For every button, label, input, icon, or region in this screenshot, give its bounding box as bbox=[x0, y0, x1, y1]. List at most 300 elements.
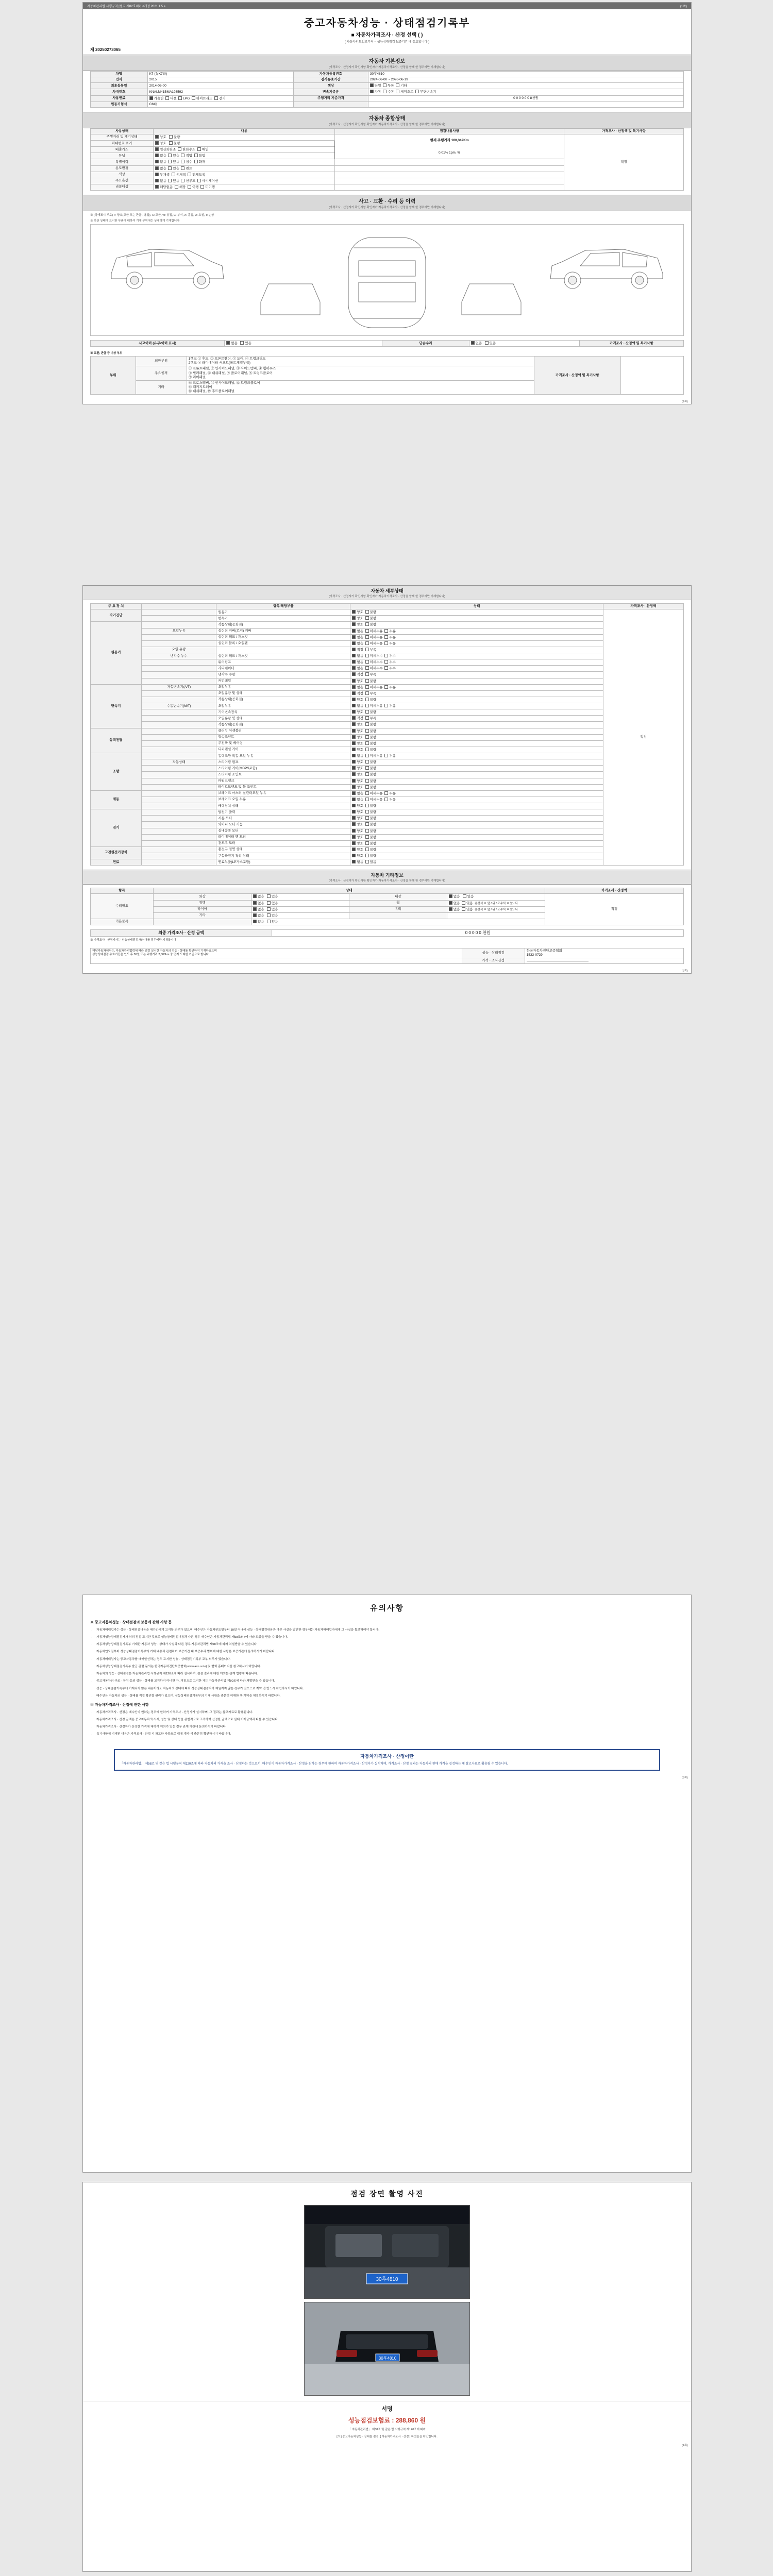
checkbox-overall-8-1[interactable] bbox=[175, 185, 178, 189]
checkbox-fuel-1[interactable] bbox=[165, 96, 169, 100]
table-row bbox=[91, 647, 684, 653]
checkbox-fuel-4[interactable] bbox=[214, 96, 218, 100]
checkbox-detail-1-7-1[interactable] bbox=[365, 666, 369, 670]
checkbox-detail-6-0-0[interactable] bbox=[352, 810, 356, 814]
detail-item-6-3: 실내송풍 모터 bbox=[216, 828, 350, 834]
checkbox-overall-5-2[interactable] bbox=[181, 166, 184, 170]
overall-opt-5-0: 없음 bbox=[160, 166, 166, 171]
stamp-blank-cell bbox=[91, 958, 462, 964]
detail-option-label-6-5-1: 불량 bbox=[369, 841, 377, 845]
overall-opt-6-2: 전체도색 bbox=[192, 173, 206, 177]
checkbox-detail-2-6-1[interactable] bbox=[365, 722, 369, 726]
checkbox-detail-5-0-0[interactable] bbox=[352, 791, 356, 795]
checkbox-detail-2-1-0[interactable] bbox=[352, 691, 356, 695]
checkbox-overall-7-1[interactable] bbox=[168, 179, 172, 182]
checkbox-detail-5-0-2[interactable] bbox=[384, 791, 388, 795]
accident-label-2: 가격조사 · 산정액 및 특기사항 bbox=[579, 341, 683, 347]
detail-option-label-3-0-1: 불량 bbox=[369, 729, 377, 733]
table-row bbox=[91, 659, 684, 666]
detail-option-label-4-1-0: 양호 bbox=[357, 760, 363, 765]
checkbox-detail-6-2-1[interactable] bbox=[365, 822, 369, 826]
detail-option-label-1-5-1: 미세누수 bbox=[369, 654, 383, 658]
checkbox-detail-1-4-1[interactable] bbox=[365, 648, 369, 651]
parts-line-2-1: ⑬ 패키지트레이 bbox=[188, 385, 212, 389]
detail-item-6-0: 발전기 출력 bbox=[216, 809, 350, 816]
car-diagram-svg bbox=[91, 225, 683, 334]
checkbox-detail-2-3-1[interactable] bbox=[365, 704, 369, 707]
etc-col-2: 가격조사 · 산정액 bbox=[545, 888, 683, 894]
checkbox-overall-6-1[interactable] bbox=[172, 173, 175, 176]
detail-option-label-1-7-2: 누수 bbox=[389, 667, 396, 671]
checkbox-etc-1-1[interactable] bbox=[267, 901, 271, 905]
overall-name-8: 리콜대상 bbox=[91, 184, 154, 190]
checkbox-detail-2-1-1[interactable] bbox=[365, 691, 369, 695]
checkbox-detail-0-1-1[interactable] bbox=[365, 616, 369, 620]
fuel-opt-1: 디젤 bbox=[170, 96, 177, 100]
detail-option-label-2-0-0: 없음 bbox=[357, 685, 363, 689]
checkbox-overall-2-0[interactable] bbox=[155, 147, 159, 151]
inspection-insurance-fee: 성능점검보험료 : 288,860 원 bbox=[348, 2417, 426, 2424]
accident-legend-2: ※ 하단 상태에 표시한 부품에 대하여 기재 부위에는 상세하게 기재합니다 bbox=[90, 219, 180, 223]
simple-opt-none: 없음 bbox=[475, 342, 482, 345]
checkbox-overall-4-0[interactable] bbox=[155, 160, 159, 163]
detail-group-6: 전기 bbox=[91, 809, 142, 847]
table-row bbox=[91, 766, 684, 772]
checkbox-detail-0-0-1[interactable] bbox=[365, 610, 369, 614]
checkbox-fuel-2[interactable] bbox=[178, 96, 182, 100]
detail-item-2-5: 오일유량 및 상태 bbox=[216, 716, 350, 722]
engine-bay-photo[interactable] bbox=[304, 2205, 470, 2299]
overall-opt-2-2: 매연 bbox=[201, 148, 209, 152]
checkbox-detail-2-0-2[interactable] bbox=[384, 685, 388, 689]
table-row bbox=[91, 734, 684, 740]
checkbox-detail-1-6-2[interactable] bbox=[384, 660, 388, 664]
checkbox-detail-4-1-1[interactable] bbox=[365, 760, 369, 764]
etc-group-repair: 수리필요 bbox=[91, 894, 154, 919]
overall-opt-4-2: 침수 bbox=[186, 160, 193, 164]
detail-right-value: 적정 bbox=[603, 609, 683, 866]
checkbox-fuel-3[interactable] bbox=[192, 96, 195, 100]
checkbox-simple-none[interactable] bbox=[471, 341, 475, 345]
checkbox-detail-4-0-0[interactable] bbox=[352, 754, 356, 757]
checkbox-detail-1-5-1[interactable] bbox=[365, 654, 369, 657]
detail-item-0-1: 변속기 bbox=[216, 616, 350, 622]
checkbox-detail-3-2-0[interactable] bbox=[352, 741, 356, 745]
detail-option-label-6-0-0: 양호 bbox=[357, 810, 363, 815]
detail-options-7-1 bbox=[350, 853, 603, 859]
detail-options-1-5 bbox=[350, 653, 603, 659]
checkbox-detail-6-0-1[interactable] bbox=[365, 810, 369, 814]
overall-opt-7-1: 있음 bbox=[173, 179, 179, 183]
accident-opts-1 bbox=[469, 341, 579, 347]
checkbox-overall-7-2[interactable] bbox=[181, 179, 184, 182]
checkbox-detail-5-2-1[interactable] bbox=[365, 804, 369, 807]
checkbox-overall-6-0[interactable] bbox=[155, 173, 159, 176]
table-row bbox=[91, 716, 684, 722]
detail-item-4-0: 동력조향 작동 오일 누유 bbox=[216, 753, 350, 759]
detail-sub-2-0: 자동변속기(A/T) bbox=[142, 684, 216, 690]
detail-option-label-1-5-0: 없음 bbox=[357, 654, 363, 658]
checkbox-detail-4-3-0[interactable] bbox=[352, 772, 356, 776]
checkbox-detail-4-2-1[interactable] bbox=[365, 766, 369, 770]
checkbox-color-1[interactable] bbox=[383, 83, 386, 87]
checkbox-etc-0-0[interactable] bbox=[253, 894, 257, 898]
checkbox-overall-1-0[interactable] bbox=[155, 141, 159, 145]
basic-color-opts bbox=[368, 83, 683, 89]
checkbox-detail-1-0-1[interactable] bbox=[365, 622, 369, 626]
etc-table bbox=[90, 888, 684, 925]
table-row bbox=[91, 822, 684, 828]
checkbox-overall-7-0[interactable] bbox=[155, 179, 159, 182]
detail-sub-3-3 bbox=[142, 747, 216, 753]
table-row bbox=[91, 634, 684, 640]
checkbox-trans-0[interactable] bbox=[370, 90, 374, 93]
checkbox-overall-4-1[interactable] bbox=[168, 160, 172, 163]
checkbox-detail-3-0-1[interactable] bbox=[365, 729, 369, 733]
checkbox-detail-1-3-0[interactable] bbox=[352, 641, 356, 645]
checkbox-detail-2-4-1[interactable] bbox=[365, 710, 369, 714]
detail-sub-1-1: 오일누유 bbox=[142, 628, 216, 634]
accident-history-wrap bbox=[83, 340, 691, 351]
checkbox-detail-6-1-0[interactable] bbox=[352, 816, 356, 820]
detail-option-label-1-9-1: 불량 bbox=[369, 679, 377, 683]
checkbox-overall-8-3[interactable] bbox=[200, 185, 204, 189]
etc-opt2-0-0: 없음 bbox=[453, 895, 460, 899]
checkbox-detail-4-2-0[interactable] bbox=[352, 766, 356, 770]
detail-option-label-2-6-0: 양호 bbox=[357, 723, 363, 727]
overall-opt-8-1: 해당 bbox=[179, 185, 186, 189]
checkbox-color-0[interactable] bbox=[370, 83, 374, 87]
checkbox-detail-1-9-1[interactable] bbox=[365, 679, 369, 683]
detail-col-3: 가격조사 · 산정액 bbox=[603, 604, 683, 609]
checkbox-trans-1[interactable] bbox=[383, 90, 386, 93]
definition-body: 「자동차관리법」 제58조 및 같은 법 시행규칙 제120조에 따라 자동차의 가격을 조사 · 산정하는 것으로서, 매수인이 자동차가격조사 · 산정을 원하는 경우에 한하여 자동차가격조사 · 산정자가 실시하며, 가격조사 · 산정 결과는 자동차의 판매 가격을 결정하는 데 참고자료로 활용될 수 있습니다. bbox=[120, 1762, 508, 1766]
checkbox-etc-4-0[interactable] bbox=[253, 920, 257, 923]
checkbox-detail-6-3-0[interactable] bbox=[352, 829, 356, 833]
checkbox-overall-4-2[interactable] bbox=[181, 160, 184, 163]
detail-sub-2-2 bbox=[142, 697, 216, 703]
accident-opts-0 bbox=[225, 341, 382, 347]
checkbox-detail-4-4-1[interactable] bbox=[365, 779, 369, 783]
checkbox-overall-6-2[interactable] bbox=[188, 173, 191, 176]
detail-sub-4-0 bbox=[142, 753, 216, 759]
checkbox-detail-1-7-2[interactable] bbox=[384, 666, 388, 670]
checkbox-detail-1-2-0[interactable] bbox=[352, 635, 356, 639]
table-row bbox=[91, 759, 684, 766]
checkbox-etc-3-0[interactable] bbox=[253, 913, 257, 917]
rear-vehicle-photo[interactable] bbox=[304, 2302, 470, 2396]
detail-option-label-1-2-0: 없음 bbox=[357, 635, 363, 639]
checkbox-overall-0-0[interactable] bbox=[155, 135, 159, 139]
sheet-page-2 bbox=[82, 585, 692, 974]
checkbox-detail-6-5-1[interactable] bbox=[365, 841, 369, 845]
detail-item-1-3: 실린더 블록 / 오일팬 bbox=[216, 640, 350, 647]
checkbox-etc-4-1[interactable] bbox=[267, 920, 271, 923]
checkbox-detail-3-3-1[interactable] bbox=[365, 748, 369, 751]
checkbox-detail-4-0-1[interactable] bbox=[365, 754, 369, 757]
checkbox-etc2-1-1[interactable] bbox=[462, 901, 465, 905]
checkbox-detail-5-1-0[interactable] bbox=[352, 798, 356, 801]
overall-opt-3-2: 적법 bbox=[186, 154, 193, 158]
final-price-note: ※ 가격조사 · 산정자가는 성능상태점검자와 다를 경우에만 기재합니다 bbox=[90, 939, 176, 942]
checkbox-overall-3-2[interactable] bbox=[181, 154, 184, 157]
detail-item-5-1: 브레이크 오일 누유 bbox=[216, 796, 350, 803]
detail-option-label-0-0-0: 양호 bbox=[357, 611, 363, 615]
detail-item-4-1: 스티어링 펌프 bbox=[216, 759, 350, 766]
checkbox-overall-1-1[interactable] bbox=[169, 141, 173, 145]
checkbox-detail-1-2-2[interactable] bbox=[384, 635, 388, 639]
checkbox-detail-1-1-2[interactable] bbox=[384, 629, 388, 633]
checkbox-detail-6-2-0[interactable] bbox=[352, 822, 356, 826]
overall-note-box bbox=[335, 134, 564, 159]
detail-options-2-4 bbox=[350, 709, 603, 716]
table-row bbox=[91, 95, 684, 101]
overall-name-7: 주요옵션 bbox=[91, 178, 154, 184]
detail-option-label-2-2-1: 불량 bbox=[369, 698, 377, 702]
etc-opt2-1-0: 없음 bbox=[453, 901, 460, 905]
detail-option-label-3-2-1: 불량 bbox=[369, 741, 377, 745]
detail-option-label-2-2-0: 양호 bbox=[357, 698, 363, 702]
overall-opts-4 bbox=[154, 159, 335, 165]
checkbox-detail-2-5-0[interactable] bbox=[352, 716, 356, 720]
checkbox-detail-3-3-0[interactable] bbox=[352, 748, 356, 751]
detail-sub-3-2 bbox=[142, 740, 216, 747]
checkbox-detail-1-0-0[interactable] bbox=[352, 622, 356, 626]
checkbox-detail-5-2-0[interactable] bbox=[352, 804, 356, 807]
checkbox-etc-1-0[interactable] bbox=[253, 901, 257, 905]
overall-name-3: 튜닝 bbox=[91, 153, 154, 159]
detail-sub-4-1: 작동상태 bbox=[142, 759, 216, 766]
overall-opts-6 bbox=[154, 172, 335, 178]
etc-opt-1-0: 없음 bbox=[258, 901, 264, 905]
detail-item-6-4: 라디에이터 팬 모터 bbox=[216, 834, 350, 840]
checkbox-fuel-0[interactable] bbox=[149, 96, 153, 100]
checkbox-accident-none[interactable] bbox=[226, 341, 230, 345]
overall-name-0: 주행거리 및 계기상태 bbox=[91, 134, 154, 140]
vehicle-damage-diagram[interactable] bbox=[90, 224, 684, 336]
checkbox-detail-4-5-0[interactable] bbox=[352, 785, 356, 789]
basic-value2-1: 2024-06-00 ~ 2026-06-19 bbox=[368, 77, 683, 83]
checkbox-etc2-0-1[interactable] bbox=[463, 894, 466, 898]
etc-opts-4 bbox=[251, 919, 545, 925]
checkbox-detail-6-3-1[interactable] bbox=[365, 829, 369, 833]
checkbox-overall-2-2[interactable] bbox=[197, 147, 201, 151]
checkbox-detail-6-1-1[interactable] bbox=[365, 816, 369, 820]
etc-opt-4-0: 없음 bbox=[258, 920, 264, 924]
checkbox-detail-1-8-0[interactable] bbox=[352, 672, 356, 676]
checkbox-detail-2-5-1[interactable] bbox=[365, 716, 369, 720]
checkbox-detail-1-6-1[interactable] bbox=[365, 660, 369, 664]
detail-options-7-0 bbox=[350, 846, 603, 853]
checkbox-detail-2-6-0[interactable] bbox=[352, 722, 356, 726]
checkbox-etc-0-1[interactable] bbox=[267, 894, 271, 898]
checkbox-etc-2-0[interactable] bbox=[253, 907, 257, 911]
detail-option-label-4-4-0: 양호 bbox=[357, 779, 363, 783]
section-accident-band bbox=[83, 195, 691, 211]
checkbox-detail-6-4-1[interactable] bbox=[365, 835, 369, 839]
checkbox-detail-7-0-0[interactable] bbox=[352, 848, 356, 851]
checkbox-detail-6-4-0[interactable] bbox=[352, 835, 356, 839]
detail-sub-0-0 bbox=[142, 609, 216, 616]
detail-item-4-2: 스티어링 기어(MDPS포함) bbox=[216, 766, 350, 772]
basic-mileage-label: 주행거리 기준가격 bbox=[293, 95, 368, 101]
checkbox-overall-2-1[interactable] bbox=[178, 147, 181, 151]
checkbox-overall-3-0[interactable] bbox=[155, 154, 159, 157]
etc-name-4 bbox=[154, 919, 251, 925]
overall-opt-8-3: 미이행 bbox=[205, 185, 215, 189]
table-row bbox=[91, 809, 684, 816]
detail-options-0-1 bbox=[350, 616, 603, 622]
checkbox-detail-3-1-1[interactable] bbox=[365, 735, 369, 739]
checkbox-detail-7-1-0[interactable] bbox=[352, 854, 356, 857]
photo-gallery bbox=[83, 2200, 691, 2401]
color-opt-2: 기타 bbox=[400, 84, 407, 88]
basic-trans-opts bbox=[368, 89, 683, 95]
detail-item-2-3: 오일누유 bbox=[216, 703, 350, 709]
checkbox-detail-1-1-0[interactable] bbox=[352, 629, 356, 633]
table-row bbox=[91, 930, 684, 937]
checkbox-detail-1-9-0[interactable] bbox=[352, 679, 356, 683]
table-row bbox=[91, 709, 684, 716]
etc-name2-3 bbox=[349, 912, 447, 919]
overall-name-6: 색상 bbox=[91, 172, 154, 178]
detail-options-4-1 bbox=[350, 759, 603, 766]
engine-bay-photo-graphic bbox=[305, 2206, 469, 2298]
checkbox-overall-5-1[interactable] bbox=[168, 166, 172, 170]
checkbox-detail-1-8-1[interactable] bbox=[365, 672, 369, 676]
checkbox-detail-4-1-0[interactable] bbox=[352, 760, 356, 764]
checkbox-detail-1-7-0[interactable] bbox=[352, 666, 356, 670]
checkbox-detail-2-2-0[interactable] bbox=[352, 698, 356, 701]
checkbox-detail-1-3-1[interactable] bbox=[365, 641, 369, 645]
checkbox-overall-3-1[interactable] bbox=[168, 154, 172, 157]
checkbox-detail-5-1-2[interactable] bbox=[384, 798, 388, 801]
table-row bbox=[91, 728, 684, 734]
checkbox-detail-3-1-0[interactable] bbox=[352, 735, 356, 739]
table-row bbox=[91, 784, 684, 790]
detail-sub-6-1 bbox=[142, 816, 216, 822]
checkbox-detail-6-5-0[interactable] bbox=[352, 841, 356, 845]
table-row bbox=[91, 958, 684, 964]
detail-group-5: 제동 bbox=[91, 790, 142, 809]
checkbox-overall-3-3[interactable] bbox=[194, 154, 198, 157]
checkbox-overall-7-3[interactable] bbox=[197, 179, 201, 182]
basic-info-table bbox=[90, 71, 684, 108]
detail-item-1-5: 실린더 헤드 / 개스킷 bbox=[216, 653, 350, 659]
detail-sub-6-3 bbox=[142, 828, 216, 834]
table-row bbox=[91, 747, 684, 753]
detail-option-label-4-5-1: 불량 bbox=[369, 785, 377, 789]
checkbox-overall-5-0[interactable] bbox=[155, 166, 159, 170]
etc-opt2-0-1: 있음 bbox=[467, 895, 474, 899]
checkbox-detail-2-2-1[interactable] bbox=[365, 698, 369, 701]
checkbox-detail-0-1-0[interactable] bbox=[352, 616, 356, 620]
section-etc-title: 자동차 기타정보 bbox=[371, 873, 404, 878]
checkbox-detail-1-3-2[interactable] bbox=[384, 641, 388, 645]
basic-value2-5 bbox=[368, 101, 683, 107]
detail-option-label-5-1-1: 미세누유 bbox=[369, 798, 383, 802]
detail-sub-6-5 bbox=[142, 840, 216, 846]
detail-options-1-0 bbox=[350, 622, 603, 628]
overall-opt-8-2: 이행 bbox=[192, 185, 199, 189]
checkbox-detail-3-2-1[interactable] bbox=[365, 741, 369, 745]
checkbox-overall-4-3[interactable] bbox=[194, 160, 198, 163]
checkbox-etc2-2-1[interactable] bbox=[462, 907, 465, 911]
checkbox-etc2-0-0[interactable] bbox=[449, 894, 452, 898]
checkbox-detail-1-2-1[interactable] bbox=[365, 635, 369, 639]
detail-option-label-1-0-0: 양호 bbox=[357, 623, 363, 627]
detail-options-2-6 bbox=[350, 722, 603, 728]
table-header-row bbox=[91, 604, 684, 609]
checkbox-detail-1-6-0[interactable] bbox=[352, 660, 356, 664]
checkbox-detail-5-0-1[interactable] bbox=[365, 791, 369, 795]
checkbox-detail-2-3-0[interactable] bbox=[352, 704, 356, 707]
detail-item-2-4: 기어변속장치 bbox=[216, 709, 350, 716]
checkbox-detail-4-5-1[interactable] bbox=[365, 785, 369, 789]
page-tag-4: (4쪽) bbox=[681, 2444, 688, 2447]
notice-list-1 bbox=[90, 1628, 684, 1699]
detail-col-2: 상태 bbox=[350, 604, 603, 609]
detail-sub-1-3 bbox=[142, 640, 216, 647]
checkbox-overall-0-1[interactable] bbox=[169, 135, 173, 139]
checkbox-etc2-2-0[interactable] bbox=[449, 907, 452, 911]
checkbox-accident-yes[interactable] bbox=[240, 341, 244, 345]
checkbox-etc-2-1[interactable] bbox=[267, 907, 271, 911]
etc-right-value: 적정 bbox=[545, 894, 683, 925]
checkbox-etc-3-1[interactable] bbox=[267, 913, 271, 917]
detail-group-0: 자기진단 bbox=[91, 609, 142, 622]
table-row bbox=[91, 697, 684, 703]
stamp-label-left: 성능 · 상태점검 bbox=[462, 948, 525, 958]
checkbox-detail-3-0-0[interactable] bbox=[352, 729, 356, 733]
checkbox-overall-8-0[interactable] bbox=[155, 185, 159, 189]
checkbox-trans-2[interactable] bbox=[396, 90, 399, 93]
checkbox-detail-4-4-0[interactable] bbox=[352, 779, 356, 783]
checkbox-detail-8-0-1[interactable] bbox=[365, 860, 369, 863]
detail-option-label-6-3-1: 불량 bbox=[369, 829, 377, 833]
checkbox-detail-1-1-1[interactable] bbox=[365, 629, 369, 633]
checkbox-color-2[interactable] bbox=[396, 83, 399, 87]
detail-option-label-7-1-0: 양호 bbox=[357, 854, 363, 858]
checkbox-detail-2-0-0[interactable] bbox=[352, 685, 356, 689]
checkbox-detail-2-3-2[interactable] bbox=[384, 704, 388, 707]
checkbox-detail-1-5-0[interactable] bbox=[352, 654, 356, 657]
checkbox-detail-5-1-1[interactable] bbox=[365, 798, 369, 801]
checkbox-detail-4-3-1[interactable] bbox=[365, 772, 369, 776]
detail-option-label-1-9-0: 양호 bbox=[357, 679, 363, 683]
checkbox-detail-2-0-1[interactable] bbox=[365, 685, 369, 689]
detail-options-6-0 bbox=[350, 809, 603, 816]
checkbox-etc2-1-0[interactable] bbox=[449, 901, 452, 905]
section-detail-note: (가격조사 · 산정자가 확인사항 확인자가 자동차가격조사 · 산정을 함께 한 경우에만 기재합니다) bbox=[328, 595, 446, 598]
checkbox-detail-1-5-2[interactable] bbox=[384, 654, 388, 657]
checkbox-trans-3[interactable] bbox=[415, 90, 419, 93]
checkbox-simple-yes[interactable] bbox=[485, 341, 489, 345]
checkbox-detail-1-4-0[interactable] bbox=[352, 648, 356, 651]
checkbox-detail-2-4-0[interactable] bbox=[352, 710, 356, 714]
checkbox-detail-0-0-0[interactable] bbox=[352, 610, 356, 614]
checkbox-detail-7-0-1[interactable] bbox=[365, 848, 369, 851]
checkbox-detail-4-0-2[interactable] bbox=[384, 754, 388, 757]
checkbox-detail-7-1-1[interactable] bbox=[365, 854, 369, 857]
checkbox-overall-8-2[interactable] bbox=[188, 185, 191, 189]
table-row bbox=[91, 653, 684, 659]
overall-col-3: 가격조사 · 산정액 및 특기사항 bbox=[564, 128, 683, 134]
detail-option-label-4-0-2: 누유 bbox=[389, 754, 396, 758]
detail-sub-1-6 bbox=[142, 659, 216, 666]
detail-option-label-7-0-0: 양호 bbox=[357, 848, 363, 852]
checkbox-detail-8-0-0[interactable] bbox=[352, 860, 356, 863]
